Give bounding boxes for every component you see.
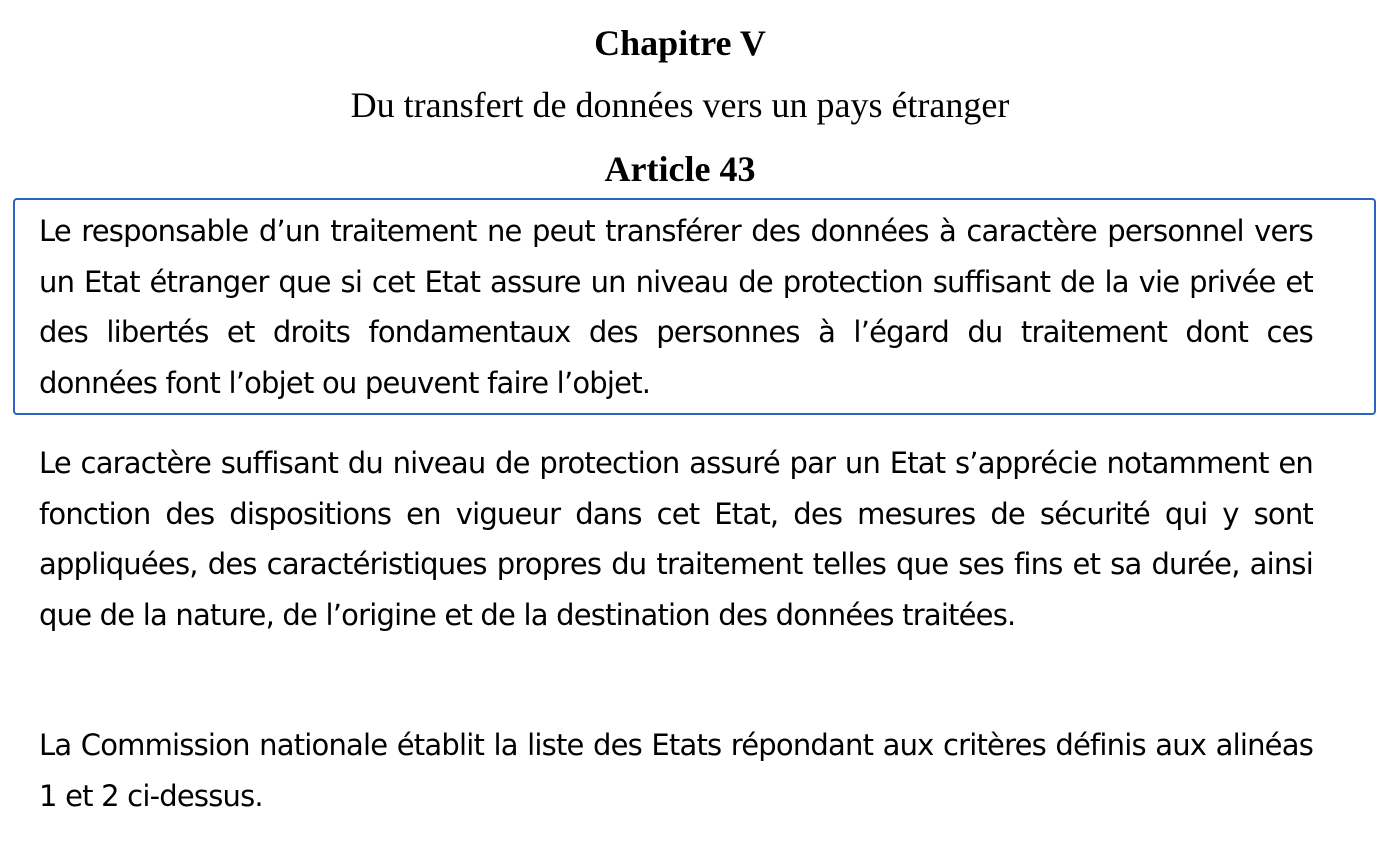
- chapter-subtitle: Du transfert de données vers un pays étranger: [350, 85, 1010, 125]
- chapter-title: Chapitre V: [594, 23, 766, 63]
- paragraph-2: Le caractère suffisant du niveau de protection assuré par un Etat s’apprécie notamment en fonction des dispositions en vigueur dans cet Etat, des mesures de sécurité qui y sont appliquées, des caractéristiques propres du traitement telles que ses fins et sa durée, ainsi que de la nature, de l’origine et de la destination des données traitées.: [39, 446, 1313, 632]
- paragraph-3: La Commission nationale établit la liste des Etats répondant aux critères définis aux alinéas 1 et 2 ci-dessus.: [39, 728, 1313, 813]
- paragraph-1: Le responsable d’un traitement ne peut transférer des données à caractère personnel vers un Etat étranger que si cet Etat assure un niveau de protection suffisant de la vie privée et des libertés et droits fondamentaux des personnes à l’égard du traitement dont ces données font l’objet ou peuvent faire l’objet.: [39, 214, 1313, 400]
- article-title: Article 43: [604, 149, 756, 189]
